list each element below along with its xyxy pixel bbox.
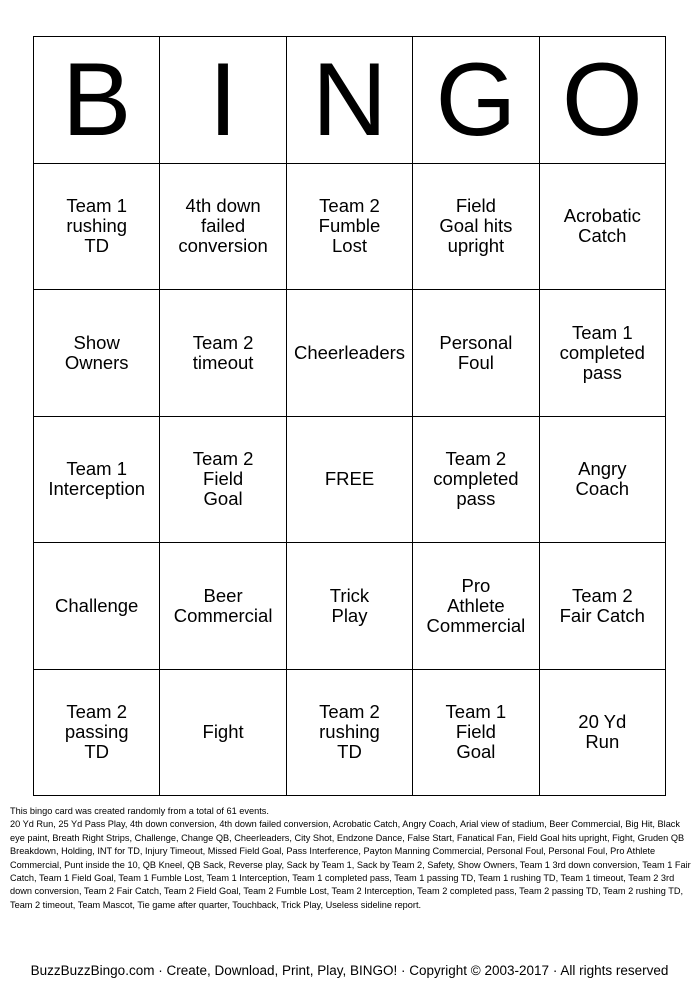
header-cell-i (160, 37, 286, 164)
square-label: Team 2 completed pass (433, 448, 519, 510)
bingo-square (287, 543, 413, 670)
square-label: Angry Coach (575, 458, 630, 500)
square-label: Team 1 Interception (48, 458, 146, 500)
square-label: Fight (202, 721, 244, 743)
header-letter: G (435, 41, 517, 158)
square-label: Team 1 rushing TD (66, 195, 128, 257)
square-label: Cheerleaders (293, 341, 406, 363)
square-label: Personal Foul (439, 331, 513, 373)
site-credit: BuzzBuzzBingo.com · Create, Download, Print, Play, BINGO! · Copyright © 2003-2017 · All rights reserved (30, 963, 669, 978)
bingo-square (413, 417, 539, 544)
square-label: Show Owners (64, 331, 129, 373)
header-letter: N (311, 41, 388, 158)
bingo-square (160, 164, 286, 291)
square-label: FREE (324, 468, 375, 490)
bingo-square (287, 164, 413, 291)
square-label: Team 1 Field Goal (445, 701, 507, 763)
header-cell-b (34, 37, 160, 164)
square-label: Team 2 Fumble Lost (318, 195, 381, 257)
square-label: Team 1 completed pass (559, 321, 645, 383)
bingo-square (287, 290, 413, 417)
square-label: Acrobatic Catch (563, 205, 641, 247)
bingo-square (540, 543, 666, 670)
bingo-square (413, 543, 539, 670)
bingo-square (34, 670, 160, 797)
square-label: 20 Yd Run (578, 711, 627, 753)
bingo-square (413, 670, 539, 797)
bingo-card (33, 36, 666, 796)
bingo-square (540, 670, 666, 797)
header-letter: B (62, 41, 132, 158)
bingo-square (413, 290, 539, 417)
bingo-square (540, 290, 666, 417)
card-summary-text: This bingo card was created randomly from a total of 61 events. (10, 806, 269, 816)
header-letter: O (561, 41, 643, 158)
square-label: Beer Commercial (173, 584, 273, 626)
bingo-square (413, 164, 539, 291)
square-label: Team 2 Field Goal (192, 448, 254, 510)
event-list-block (10, 805, 692, 912)
bingo-square (34, 543, 160, 670)
square-label: Challenge (55, 594, 139, 616)
bingo-square (540, 417, 666, 544)
header-cell-g (413, 37, 539, 164)
bingo-square (34, 290, 160, 417)
bingo-square (540, 164, 666, 291)
bingo-square (160, 290, 286, 417)
bingo-square (160, 670, 286, 797)
header-cell-o (540, 37, 666, 164)
bingo-square (34, 417, 160, 544)
bingo-square (160, 543, 286, 670)
header-cell-n (287, 37, 413, 164)
square-label: Team 2 timeout (192, 331, 254, 373)
square-label: Pro Athlete Commercial (426, 574, 526, 636)
free-square (287, 417, 413, 544)
header-letter: I (208, 41, 238, 158)
square-label: Field Goal hits upright (439, 195, 513, 257)
bingo-square (287, 670, 413, 797)
square-label: Trick Play (329, 584, 370, 626)
bingo-square (34, 164, 160, 291)
square-label: Team 2 Fair Catch (559, 584, 645, 626)
square-label: Team 2 rushing TD (319, 701, 380, 763)
square-label: 4th down failed conversion (178, 195, 268, 257)
event-list-text: 20 Yd Run, 25 Yd Pass Play, 4th down conversion, 4th down failed conversion, Acrobatic Catch, Angry Coach, Arial view of stadium, Beer Commercial, Big Hit, Black eye paint, Breath Right Strips, Challenge, Change QB, Cheerleaders, City Shot, Endzone Dance, False Start, Fanatical Fan, Field Goal hits upright, Fight, Gruden QB Breakdown, Holding, INT for TD, Injury Timeout, Missed Field Goal, Pass Interference, Payton Manning Commercial, Personal Foul, Personal Foul, Pro Athlete Commercial, Punt inside the 10, QB Kneel, QB Sack, Reverse play, Sack by Team 1, Sack by Team 2, Safety, Show Owners, Team 1 3rd down conversion, Team 1 Fair Catch, Team 1 Field Goal, Team 1 Fumble Lost, Team 1 Interception, Team 1 completed pass, Team 1 passing TD, Team 1 rushing TD, Team 1 timeout, Team 2 3rd down conversion, Team 2 Fair Catch, Team 2 Field Goal, Team 2 Fumble Lost, Team 2 Interception, Team 2 completed pass, Team 2 passing TD, Team 2 rushing TD, Team 2 timeout, Team Mascot, Tie game after quarter, Touchback, Trick Play, Useless sideline report. (10, 819, 691, 910)
bingo-square (160, 417, 286, 544)
square-label: Team 2 passing TD (64, 701, 129, 763)
